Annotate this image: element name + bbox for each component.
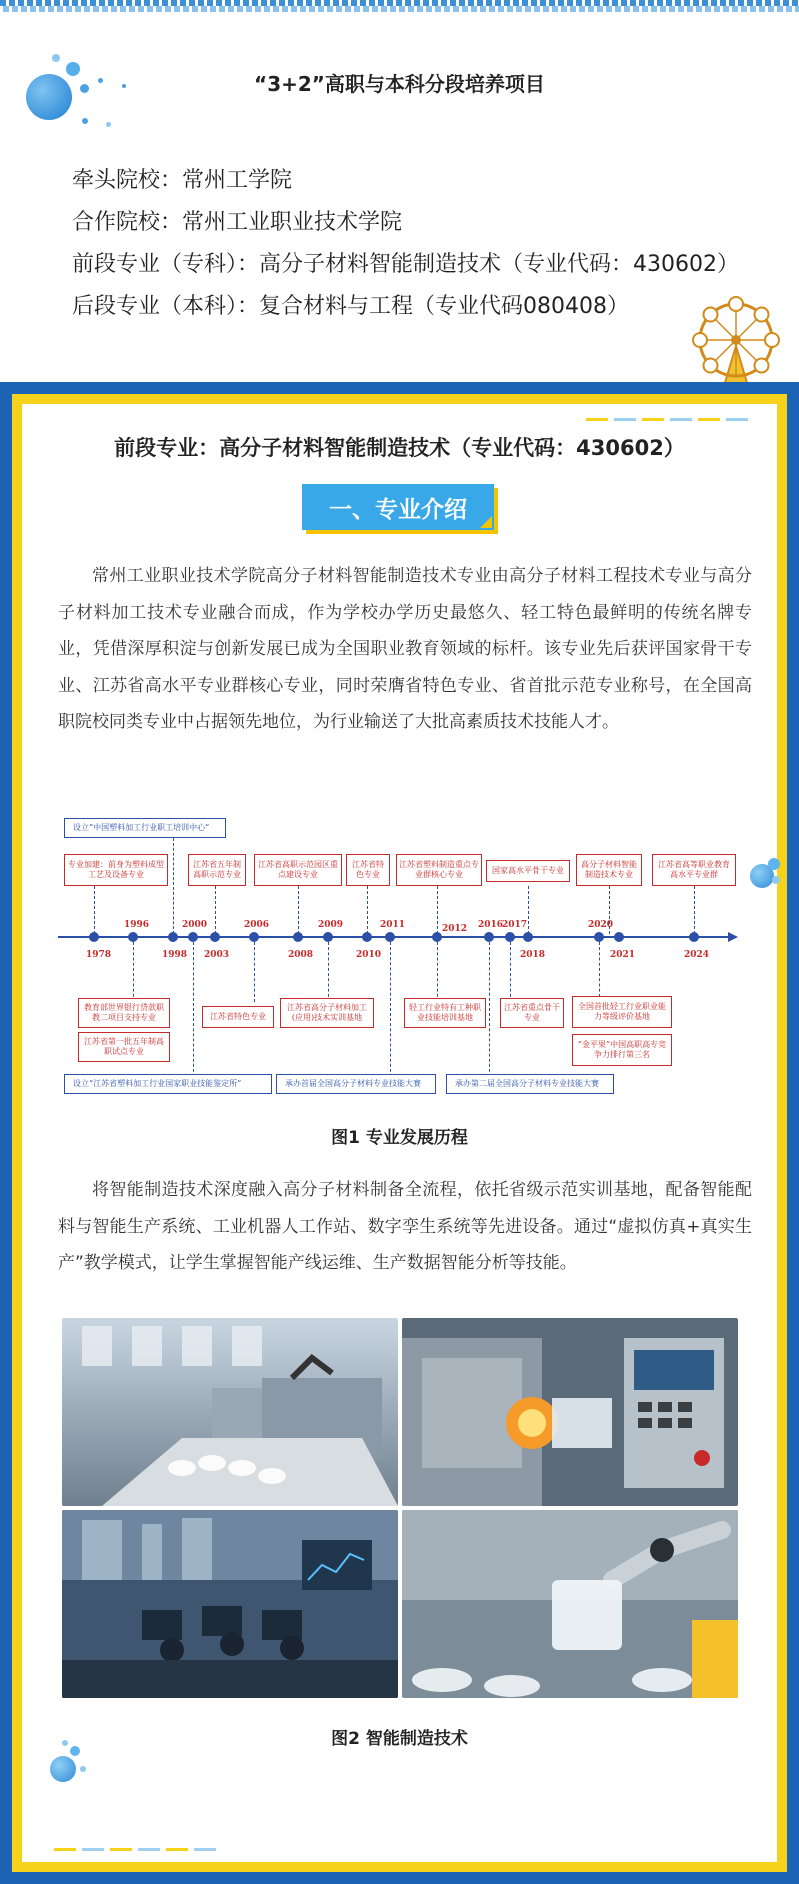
timeline-year: 2000: [182, 920, 208, 930]
factory-production-line-photo: [62, 1318, 398, 1506]
timeline-year: 2012: [442, 924, 468, 934]
timeline-bottom-event: 江苏省第一批五年制高职试点专业: [78, 1032, 170, 1062]
timeline-year: 2009: [318, 920, 344, 930]
partner-institution: 合作院校：常州工业职业技术学院: [72, 210, 403, 235]
lead-institution: 牵头院校：常州工学院: [72, 168, 293, 193]
timeline-year: 1996: [124, 920, 150, 930]
timeline-top-event: 江苏省高等职业教育高水平专业群: [652, 854, 736, 886]
timeline-bottom-event: 全国首批轻工行业职业能力等级评价基地: [572, 996, 672, 1028]
timeline-dot: [505, 932, 515, 942]
timeline-year: 2018: [520, 950, 546, 960]
badge-label: 一、专业介绍: [302, 484, 494, 530]
timeline-dot: [484, 932, 494, 942]
timeline-year: 2021: [610, 950, 636, 960]
timeline-year: 2010: [356, 950, 382, 960]
timeline-year: 2016: [478, 920, 504, 930]
timeline-top-banner: 设立“中国塑料加工行业职工培训中心”: [64, 818, 226, 838]
bubble-decoration-right: [746, 856, 786, 892]
timeline-year: 2020: [588, 920, 614, 930]
smart-manufacturing-paragraph: 将智能制造技术深度融入高分子材料制备全流程，依托省级示范实训基地，配备智能配料与智能生产系统、工业机器人工作站、数字孪生系统等先进设备。通过“虚拟仿真+真实生产”教学模式，让学生掌握智能产线运维、生产数据智能分析等技能。: [58, 1180, 752, 1273]
timeline-dot: [385, 932, 395, 942]
timeline-dot: [89, 932, 99, 942]
timeline-dot: [362, 932, 372, 942]
section-badge: [302, 484, 498, 534]
timeline-dot: [249, 932, 259, 942]
timeline-bottom-event: 江苏省高分子材料加工(应用)技术实训基地: [280, 998, 374, 1028]
timeline-bottom-banner: 承办第二届全国高分子材料专业技能大赛: [446, 1074, 614, 1094]
top-dotted-border: [0, 0, 799, 12]
timeline-bottom-banner: 承办首届全国高分子材料专业技能大赛: [276, 1074, 436, 1094]
figure-2-caption: 图2 智能制造技术: [331, 1729, 468, 1749]
timeline-top-event: 江苏省特色专业: [346, 854, 390, 886]
timeline-dot: [594, 932, 604, 942]
figure-1-caption: 图1 专业发展历程: [331, 1128, 468, 1148]
section-title: 前段专业：高分子材料智能制造技术（专业代码：430602）: [114, 436, 685, 460]
control-room-photo: [62, 1510, 398, 1698]
timeline-dot: [614, 932, 624, 942]
timeline-bottom-event: 江苏省重点骨干专业: [500, 998, 564, 1028]
timeline-bottom-event: “金平果”中国高职高专竞争力排行第三名: [572, 1034, 672, 1066]
front-major: 前段专业（专科）：高分子材料智能制造技术（专业代码：430602）: [72, 252, 739, 277]
dash-decoration-bottom: [54, 1848, 216, 1851]
timeline-year: 1978: [86, 950, 112, 960]
institution-info-list: [72, 160, 739, 328]
timeline-year: 2006: [244, 920, 270, 930]
timeline-dot: [523, 932, 533, 942]
timeline-bottom-event: 江苏省特色专业: [202, 1006, 274, 1028]
project-title: “3+2”高职与本科分段培养项目: [254, 72, 545, 96]
timeline-bottom-event: 教育部世界银行贷款职教二项目支持专业: [78, 998, 170, 1028]
timeline-top-event: 国家高水平骨干专业: [486, 860, 570, 882]
bubble-decoration-bottom: [48, 1740, 92, 1784]
timeline-dot: [293, 932, 303, 942]
timeline-dot: [128, 932, 138, 942]
timeline-year: 2003: [204, 950, 230, 960]
timeline-top-event: 高分子材料智能制造技术专业: [576, 854, 642, 886]
timeline-top-event: 江苏省高职示范园区重点建设专业: [254, 854, 342, 886]
timeline-dot: [168, 932, 178, 942]
timeline-dot: [188, 932, 198, 942]
timeline-year: 2024: [684, 950, 710, 960]
timeline-dot: [689, 932, 699, 942]
development-timeline: [58, 810, 758, 1102]
timeline-year: 2017: [502, 920, 528, 930]
robot-arm-photo: [402, 1510, 738, 1698]
timeline-top-event: 江苏省五年制高职示范专业: [188, 854, 246, 886]
injection-molding-photo: [402, 1318, 738, 1506]
timeline-top-event: 专业加建：前身为塑料成型工艺及设备专业: [64, 854, 168, 886]
timeline-year: 1998: [162, 950, 188, 960]
timeline-bottom-event: 轻工行业特有工种职业技能培训基地: [404, 998, 486, 1028]
intro-paragraph: 常州工业职业技术学院高分子材料智能制造技术专业由高分子材料工程技术专业与高分子材料加工技术专业融合而成，作为学校办学历史最悠久、轻工特色最鲜明的传统名牌专业，凭借深厚积淀与创新发展已成为全国职业教育领域的标杆。该专业先后获评国家骨干专业、江苏省高水平专业群核心专业，同时荣膺省特色专业、省首批示范专业称号，在全国高职院校同类专业中占据领先地位，为行业输送了大批高素质技术技能人才。: [58, 566, 752, 732]
timeline-year: 2011: [380, 920, 406, 930]
back-major: 后段专业（本科）：复合材料与工程（专业代码080408）: [72, 294, 629, 319]
timeline-dot: [432, 932, 442, 942]
timeline-top-event: 江苏省塑料制造重点专业群核心专业: [396, 854, 482, 886]
timeline-year: 2008: [288, 950, 314, 960]
timeline-dot: [210, 932, 220, 942]
timeline-dot: [323, 932, 333, 942]
timeline-bottom-banner: 设立“江苏省塑料加工行业国家职业技能鉴定所”: [64, 1074, 272, 1094]
dash-decoration-top: [586, 418, 748, 421]
ferris-wheel-icon: [686, 296, 786, 396]
